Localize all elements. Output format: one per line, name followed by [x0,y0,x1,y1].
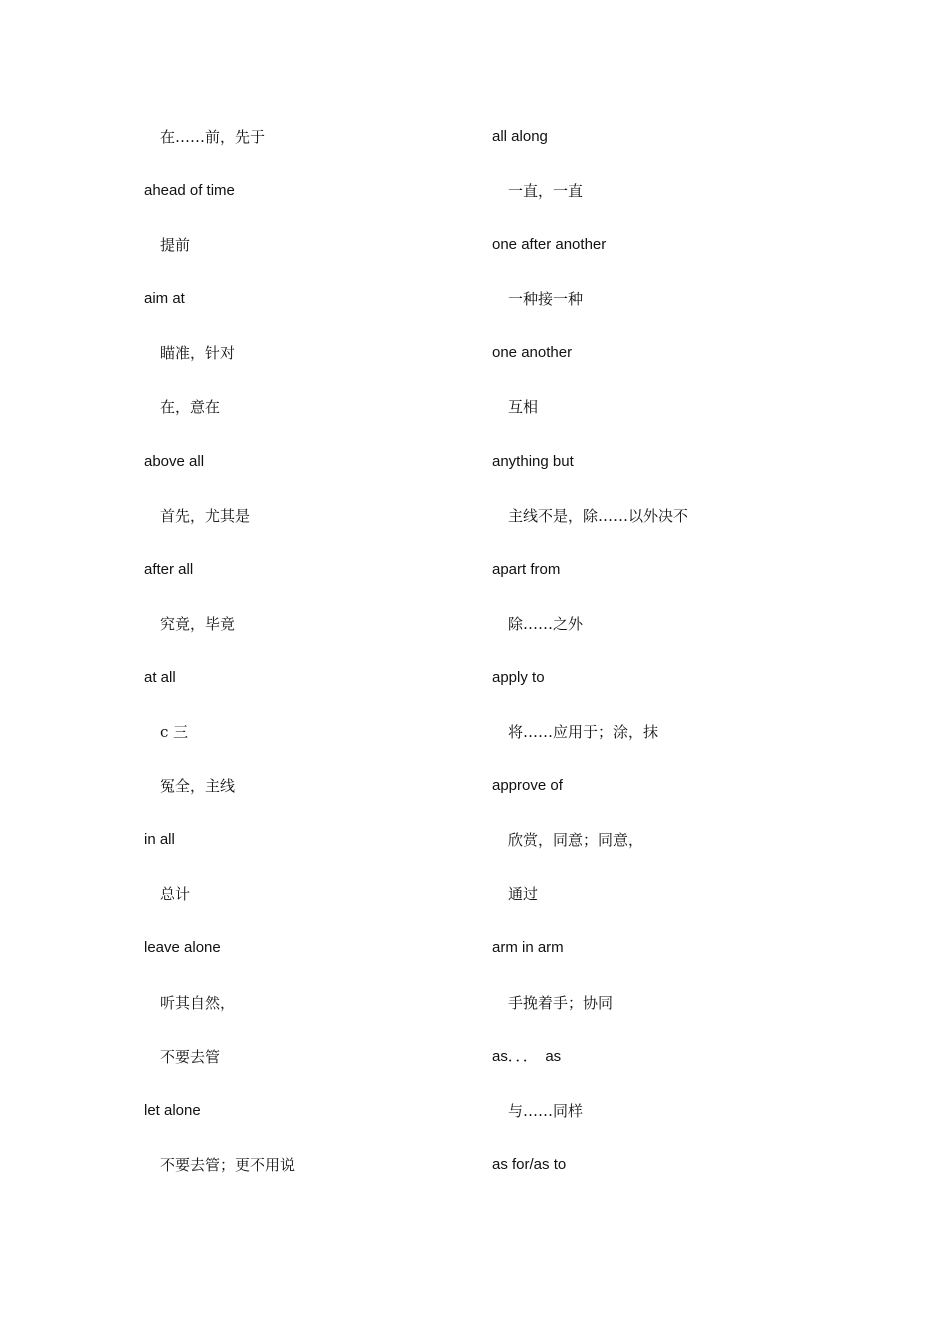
phrase-entry: approve of [492,777,563,795]
definition-entry: 不要去管；更不用说 [160,1155,296,1174]
phrase-entry: leave alone [144,939,221,957]
right-column [492,126,852,1208]
phrase-entry: one after another [492,236,607,254]
phrase-entry: as for/as to [492,1155,567,1173]
definition-entry: 互相 [508,398,539,417]
definition-entry: 总计 [160,885,191,904]
definition-entry: 将……应用于；涂，抹 [508,723,659,742]
definition-entry: 欣赏，同意；同意， [508,831,644,850]
phrase-entry: let alone [144,1101,201,1119]
phrase-entry: ahead of time [144,182,235,200]
phrase-entry: aim at [144,290,185,308]
definition-entry: 不要去管 [160,1047,221,1066]
definition-entry: 听其自然， [160,993,236,1012]
definition-entry: 在……前，先于 [160,128,266,146]
phrase-entry: one another [492,344,573,362]
phrase-entry: in all [144,831,175,849]
phrase-entry: all along [492,128,548,145]
definition-entry: 除……之外 [508,614,584,633]
definition-entry: 手挽着手；协同 [508,993,614,1012]
definition-entry: 在，意在 [160,398,221,417]
definition-entry: 究竟，毕竟 [160,614,236,633]
phrase-entry: arm in arm [492,939,564,957]
phrase-entry: after all [144,560,194,578]
phrase-entry: as．．． as [492,1047,562,1065]
phrase-entry: apart from [492,560,561,578]
definition-entry: 主线不是，除……以外决不 [508,506,689,525]
phrase-entry: above all [144,452,205,470]
definition-entry: 首先，尤其是 [160,506,251,525]
definition-entry: 瞄准，针对 [160,344,236,363]
phrase-entry: anything but [492,452,574,470]
definition-entry: 冤全，主线 [160,777,236,796]
definition-entry: 通过 [508,885,539,904]
definition-entry: 一直，一直 [508,182,584,201]
definition-entry: 与……同样 [508,1101,584,1120]
definition-entry: 提前 [160,236,191,255]
phrase-entry: apply to [492,668,545,686]
definition-entry: 一种接一种 [508,290,584,309]
left-column [144,126,474,1208]
phrase-entry: at all [144,668,176,686]
definition-entry: c 三 [160,723,189,742]
